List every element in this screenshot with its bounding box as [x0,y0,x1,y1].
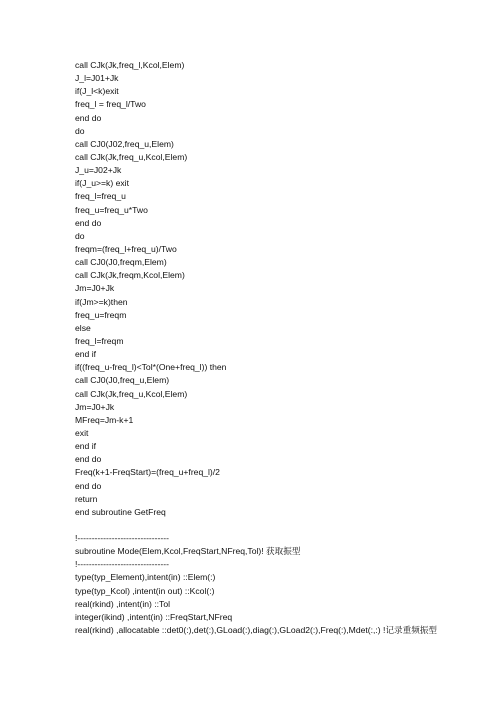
code-line: end subroutine GetFreq [75,506,166,517]
code-line: call CJk(Jk,freqm,Kcol,Elem) [75,270,185,281]
code-line: subroutine Mode(Elem,Kcol,FreqStart,NFreq,Tol)! 获取振型 [75,546,301,557]
code-line: real(rkind) ,allocatable ::det0(:),det(:),GLoad(:),diag(:),GLoad2(:),Freq(:),Mdet(:,:) !记录重频振型 [75,625,438,636]
code-line: !-------------------------------- [75,559,169,570]
code-line: do [75,230,85,241]
code-line: MFreq=Jm-k+1 [75,414,134,425]
code-line: Freq(k+1-FreqStart)=(freq_u+freq_l)/2 [75,467,220,478]
code-line: freq_u=freq_u*Two [75,204,148,215]
code-line: end if [75,349,97,360]
code-line: exit [75,427,89,438]
code-line: end do [75,480,102,491]
code-line: Jm=J0+Jk [75,283,115,294]
code-line: real(rkind) ,intent(in) ::Tol [75,598,171,609]
code-line: else [75,322,91,333]
code-line: if(Jm>=k)then [75,296,128,307]
code-line: freqm=(freq_l+freq_u)/Two [75,243,177,254]
code-line: freq_l=freq_u [75,191,126,202]
code-line: freq_u=freqm [75,309,127,320]
code-line: type(typ_Kcol) ,intent(in out) ::Kcol(:) [75,585,215,596]
code-line: end do [75,112,102,123]
code-line: if((freq_u-freq_l)<Tol*(One+freq_l)) then [75,362,227,373]
code-line: call CJ0(J0,freq_u,Elem) [75,375,170,386]
code-line: freq_l = freq_l/Two [75,99,146,110]
code-line: freq_l=freqm [75,335,124,346]
code-listing [75,59,475,637]
code-line: call CJ0(J02,freq_u,Elem) [75,138,174,149]
code-line: end if [75,441,97,452]
code-line: call CJk(Jk,freq_l,Kcol,Elem) [75,60,185,70]
blank-line [75,519,475,532]
code-line: if(J_u>=k) exit [75,178,129,189]
code-line: call CJk(Jk,freq_u,Kcol,Elem) [75,388,188,399]
code-line: integer(ikind) ,intent(in) ::FreqStart,NFreq [75,611,233,622]
code-line: J_l=J01+Jk [75,73,119,84]
code-line: end do [75,454,102,465]
code-line: type(typ_Element),intent(in) ::Elem(:) [75,572,216,583]
code-line: Jm=J0+Jk [75,401,115,412]
code-line: J_u=J02+Jk [75,165,122,176]
code-line: call CJk(Jk,freq_u,Kcol,Elem) [75,151,188,162]
code-line: !-------------------------------- [75,533,169,544]
code-line: if(J_l<k)exit [75,86,119,97]
code-line: do [75,125,85,136]
code-line: end do [75,217,102,228]
code-line: call CJ0(J0,freqm,Elem) [75,257,167,268]
code-line: return [75,493,98,504]
